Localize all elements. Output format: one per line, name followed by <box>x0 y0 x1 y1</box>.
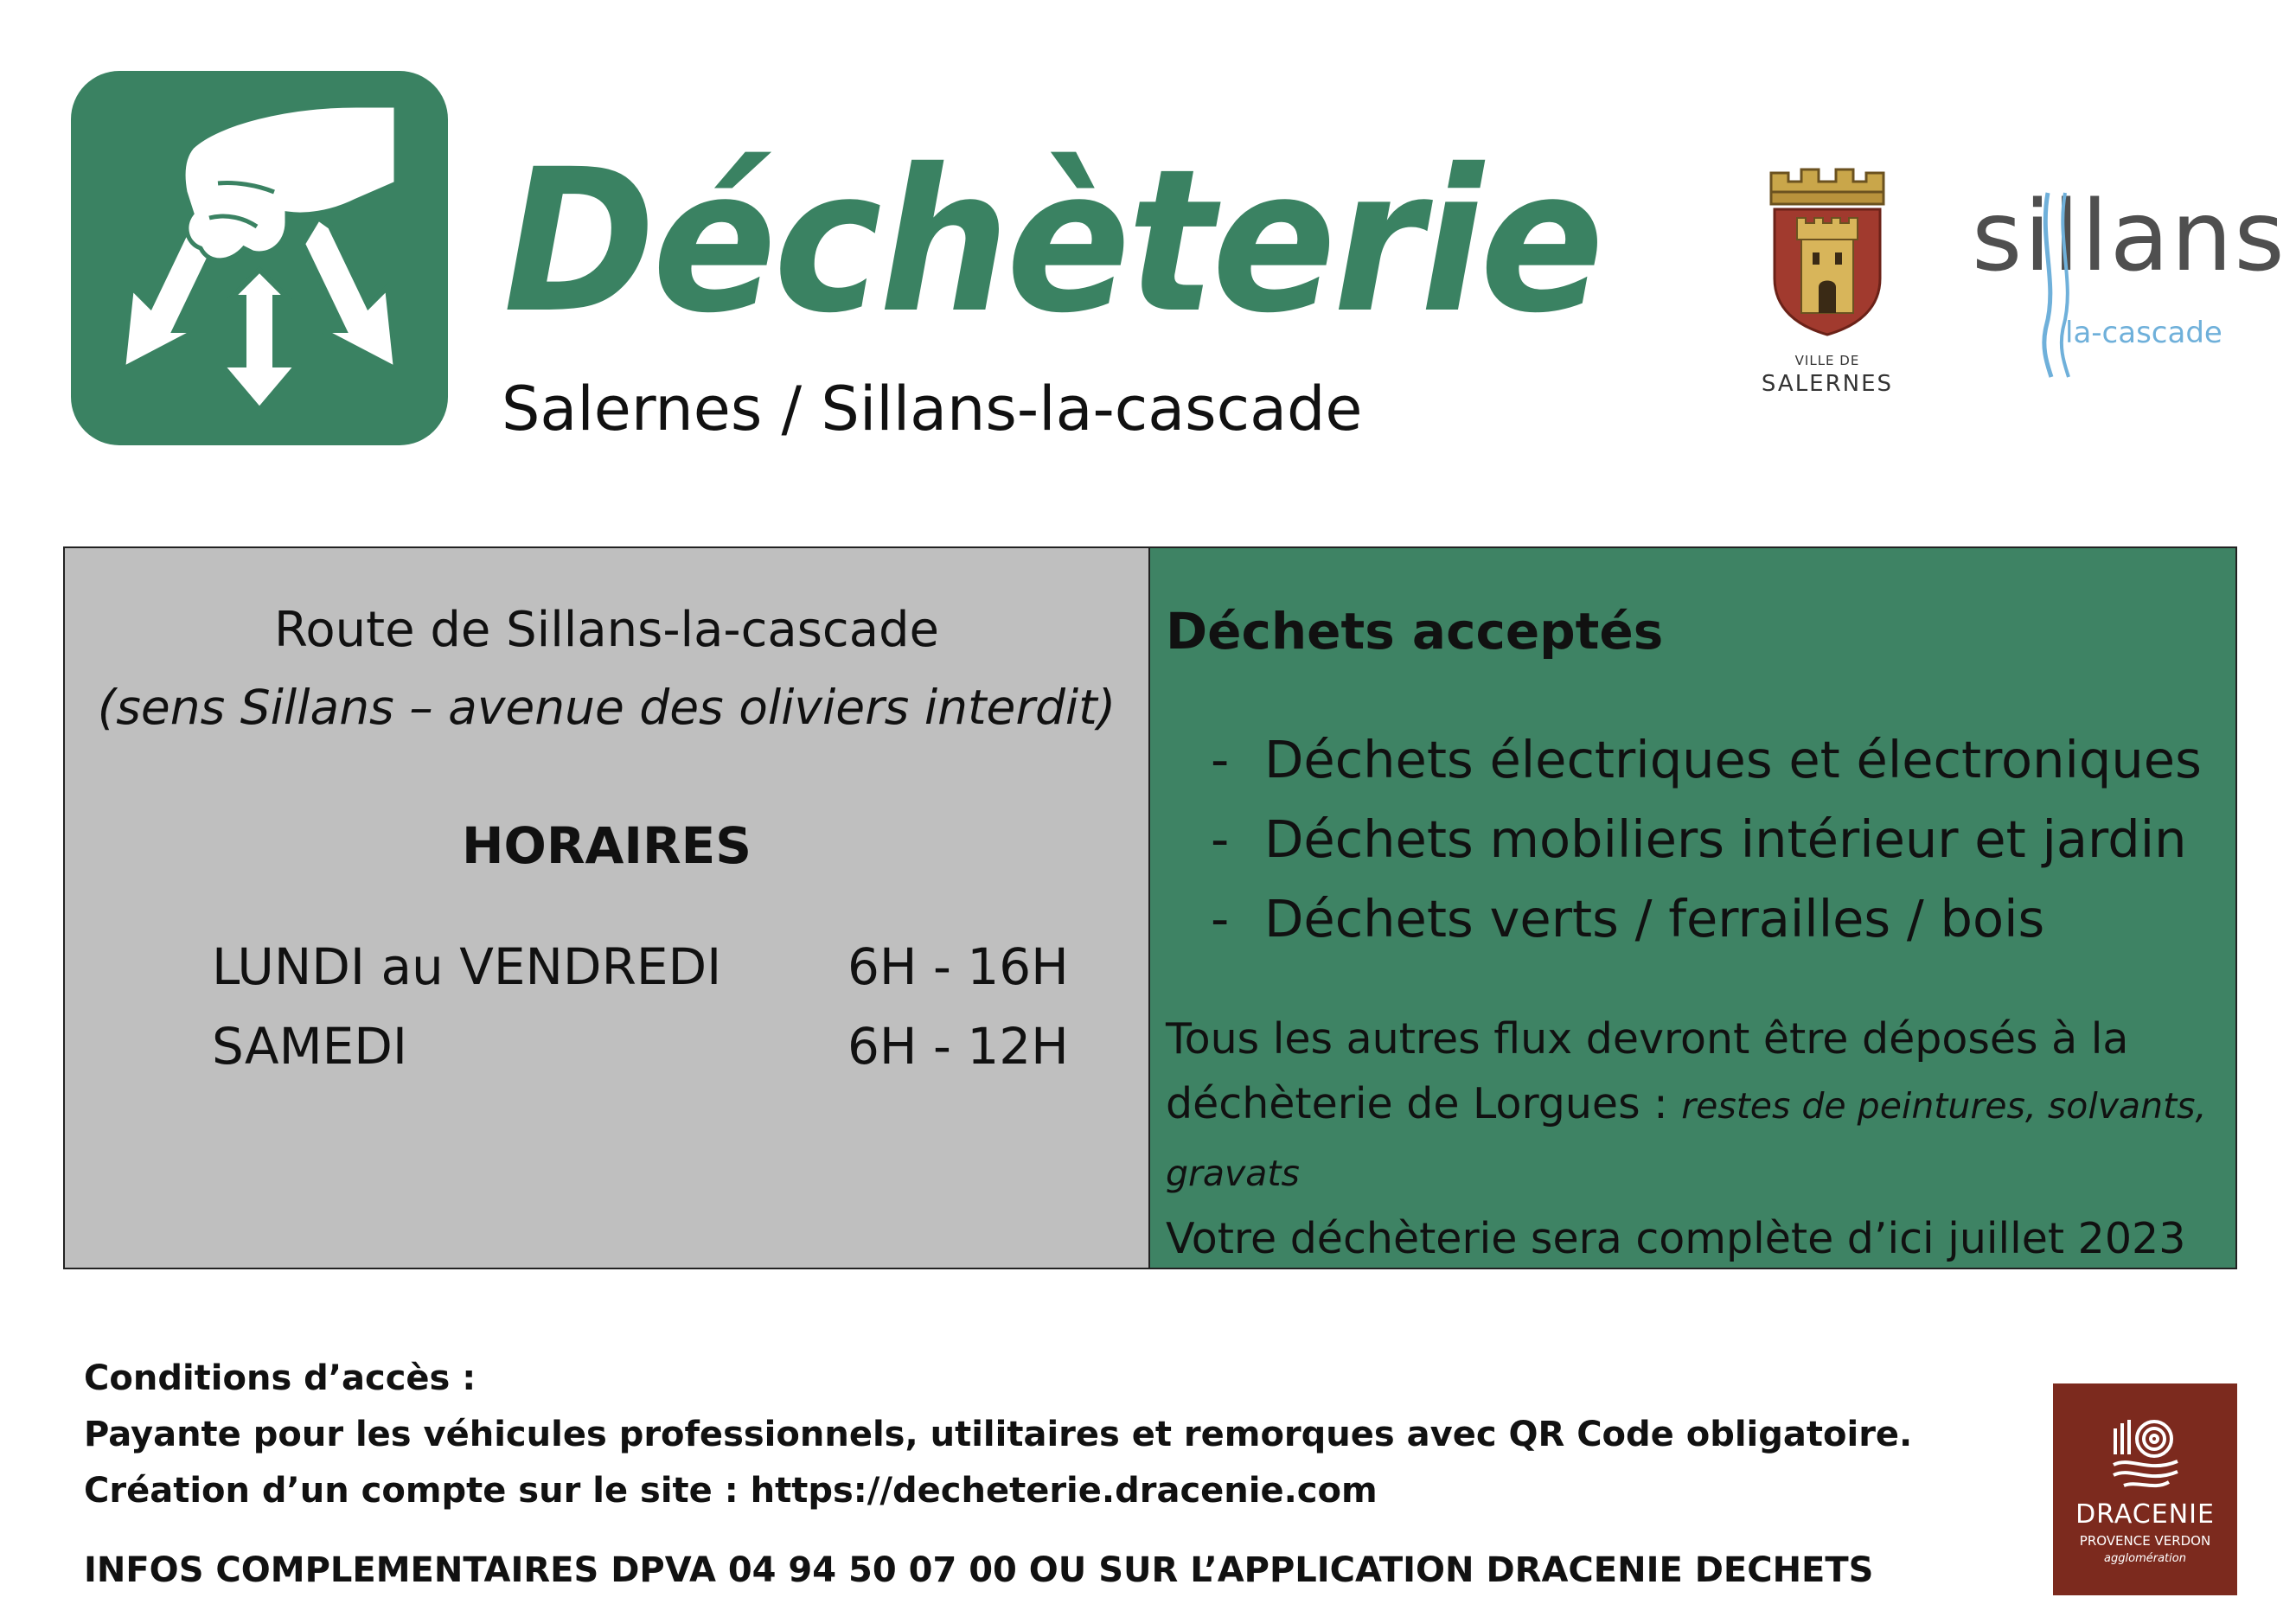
location-hours-panel <box>65 548 1150 1268</box>
salernes-line2: SALERNES <box>1761 371 1894 397</box>
castle-crest-icon <box>1762 166 1892 339</box>
accepted-waste-panel <box>1150 548 2235 1268</box>
dracenie-sub1: PROVENCE VERDON <box>2079 1533 2211 1549</box>
accepted-item-label: Déchets électriques et électroniques <box>1264 730 2202 789</box>
decheterie-logo <box>71 71 448 445</box>
hours-heading: HORAIRES <box>461 816 752 875</box>
salernes-caption <box>1745 355 1909 395</box>
info-table <box>63 546 2237 1269</box>
salernes-line1: VILLE DE <box>1794 353 1860 368</box>
other-waste-note <box>1166 1006 2229 1271</box>
access-heading: Conditions d’accès : <box>84 1358 476 1398</box>
accepted-list <box>1211 730 2202 973</box>
hours-time: 6H - 12H <box>847 1017 1069 1076</box>
page-subtitle: Salernes / Sillans-la-cascade <box>502 374 1363 444</box>
route-note: (sens Sillans – avenue des oliviers interdit) <box>97 680 1116 735</box>
sillans-word: sillans <box>1972 181 2286 293</box>
access-line: Création d’un compte sur le site : https://decheterie.dracenie.com <box>84 1471 1378 1511</box>
infos-line: INFOS COMPLEMENTAIRES DPVA 04 94 50 07 00 OU SUR L’APPLICATION DRACENIE DECHETS <box>84 1550 1874 1590</box>
salernes-logo <box>1762 166 1892 339</box>
dracenie-sub2: agglomération <box>2104 1552 2186 1565</box>
route-title: Route de Sillans-la-cascade <box>273 602 940 658</box>
list-item: - Déchets mobiliers intérieur et jardin <box>1211 809 2187 869</box>
accepted-item-label: Déchets mobiliers intérieur et jardin <box>1264 809 2187 869</box>
accepted-heading: Déchets acceptés <box>1166 602 1664 661</box>
accepted-item-label: Déchets verts / ferrailles / bois <box>1264 889 2045 949</box>
sillans-logo <box>1972 181 2286 379</box>
hours-day: SAMEDI <box>212 1017 408 1076</box>
sillans-tagline: la-cascade <box>2065 316 2222 350</box>
waterfall-icon <box>2022 188 2100 379</box>
list-item: - Déchets électriques et électroniques <box>1211 730 2202 789</box>
note-text: Tous les autres flux devront être déposés à la déchèterie de Lorgues : <box>1166 1014 2129 1128</box>
page-title: Déchèterie <box>503 126 1602 356</box>
hours-day: LUNDI au VENDREDI <box>212 937 722 996</box>
note-italic: restes de peintures, solvants, gravats <box>1166 1085 2207 1194</box>
hours-time: 6H - 16H <box>847 937 1069 996</box>
dracenie-logo <box>2053 1383 2237 1595</box>
dracenie-emblem-icon <box>2107 1411 2184 1493</box>
access-conditions <box>84 1351 1912 1519</box>
access-line: Payante pour les véhicules professionnels, utilitaires et remorques avec QR Code obligatoire. <box>84 1415 1913 1454</box>
dracenie-name: DRACENIE <box>2075 1499 2215 1530</box>
list-item: - Déchets verts / ferrailles / bois <box>1211 889 2045 949</box>
note-completion: Votre déchèterie sera complète d’ici juillet 2023 <box>1166 1214 2186 1263</box>
recycling-hand-arrows-icon <box>71 71 448 445</box>
